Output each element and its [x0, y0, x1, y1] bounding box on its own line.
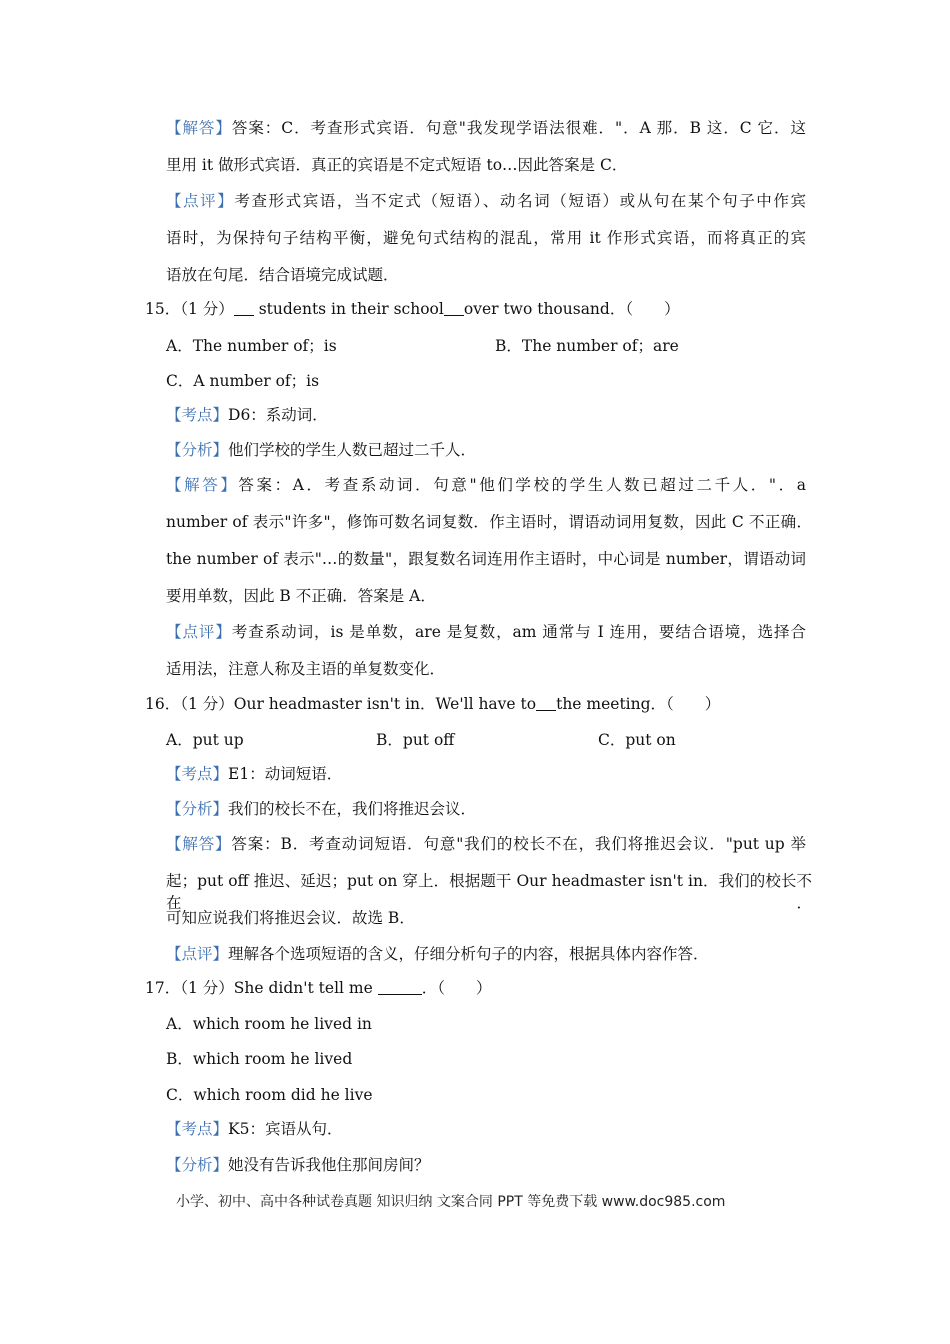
q14-comment-line-2: 语时，为保持句子结构平衡，避免句式结构的混乱，常用 it 作形式宾语，而将真正的宾	[166, 229, 806, 247]
blank	[378, 978, 422, 995]
q17-stem: 17．（1 分）She didn't tell me ．（ ）	[145, 979, 492, 997]
q16-option-b: B．put off	[376, 731, 455, 749]
question-score: （1 分）	[180, 695, 234, 713]
fenxi-tag: 【分析】	[166, 441, 229, 459]
q16-comment: 【点评】理解各个选项短语的含义，仔细分析句子的内容，根据具体内容作答．	[166, 945, 709, 963]
q16-fenxi: 【分析】我们的校长不在，我们将推迟会议．	[166, 800, 477, 818]
question-number: 17．	[145, 979, 181, 997]
comment-tag: 【点评】	[166, 192, 235, 210]
fenxi-tag: 【分析】	[166, 800, 229, 818]
kaodian-tag: 【考点】	[166, 765, 229, 783]
q15-stem: 15．（1 分） students in their school over two thousand．（ ）	[145, 300, 680, 318]
q17-option-b: B．which room he lived	[166, 1050, 353, 1068]
q16-answer-line-1: 【解答】答案：B．考查动词短语．句意"我们的校长不在，我们将推迟会议．"put up 举	[166, 835, 806, 853]
q15-option-b: B．The number of；are	[495, 337, 679, 355]
q15-answer-line-4: 要用单数，因此 B 不正确．答案是 A．	[166, 587, 436, 605]
kaodian-tag: 【考点】	[166, 1120, 229, 1138]
q15-comment-line-2: 适用法，注意人称及主语的单复数变化．	[166, 660, 446, 678]
q15-answer-line-1: 【解答】答案：A．考查系动词．句意"他们学校的学生人数已超过二千人．"．a	[166, 476, 806, 494]
q16-stem: 16．（1 分）Our headmaster isn't in．We'll have to the meeting．（ ）	[145, 695, 721, 713]
comment-tag: 【点评】	[166, 945, 229, 963]
q17-option-c: C．which room did he live	[166, 1086, 373, 1104]
question-number: 15．	[145, 300, 181, 318]
q14-comment-line-1: 【点评】考查形式宾语，当不定式（短语）、动名词（短语）或从句在某个句子中作宾	[166, 192, 806, 210]
q15-answer-line-2: number of 表示"许多"，修饰可数名词复数．作主语时，谓语动词用复数，因此 C 不正确．	[166, 513, 812, 531]
footer-watermark: 小学、初中、高中各种试卷真题 知识归纳 文案合同 PPT 等免费下载 www.doc985.com	[176, 1194, 726, 1210]
q15-answer-line-3: the number of 表示"…的数量"，跟复数名词连用作主语时，中心词是 number，谓语动词	[166, 550, 806, 568]
kaodian-tag: 【考点】	[166, 406, 229, 424]
blank	[444, 299, 464, 316]
q17-fenxi: 【分析】她没有告诉我他住那间房间？	[166, 1156, 430, 1174]
q14-answer-line-1: 【解答】答案：C．考查形式宾语．句意"我发现学语法很难．"．A 那．B 这．C 它．这	[166, 119, 806, 137]
q15-kaodian: 【考点】D6：系动词．	[166, 406, 328, 424]
answer-tag: 【解答】	[166, 835, 232, 853]
question-score: （1 分）	[180, 300, 234, 318]
q15-option-a: A．The number of；is	[166, 337, 337, 355]
q14-answer-line-2: 里用 it 做形式宾语．真正的宾语是不定式短语 to…因此答案是 C．	[166, 156, 628, 174]
fenxi-tag: 【分析】	[166, 1156, 229, 1174]
question-number: 16．	[145, 695, 181, 713]
q15-option-c: C．A number of；is	[166, 372, 320, 390]
comment-tag: 【点评】	[166, 623, 232, 641]
answer-tag: 【解答】	[166, 476, 239, 494]
blank	[234, 299, 254, 316]
blank	[536, 694, 556, 711]
q16-answer-line-3: 可知应说我们将推迟会议．故选 B．	[166, 909, 415, 927]
q16-option-a: A．put up	[166, 731, 244, 749]
q15-fenxi: 【分析】他们学校的学生人数已超过二千人．	[166, 441, 477, 459]
answer-tag: 【解答】	[166, 119, 232, 137]
q17-kaodian: 【考点】K5：宾语从句．	[166, 1120, 343, 1138]
q16-option-c: C．put on	[598, 731, 676, 749]
q16-answer-line-2: 起；put off 推迟、延迟；put on 穿上．根据题干 Our headmaster isn't in．我们的校长不在．	[166, 872, 812, 912]
q17-option-a: A．which room he lived in	[166, 1015, 372, 1033]
question-score: （1 分）	[180, 979, 234, 997]
q16-kaodian: 【考点】E1：动词短语．	[166, 765, 343, 783]
q14-comment-line-3: 语放在句尾．结合语境完成试题．	[166, 266, 399, 284]
q15-comment-line-1: 【点评】考查系动词，is 是单数，are 是复数，am 通常与 I 连用，要结合语境，选择合	[166, 623, 806, 641]
